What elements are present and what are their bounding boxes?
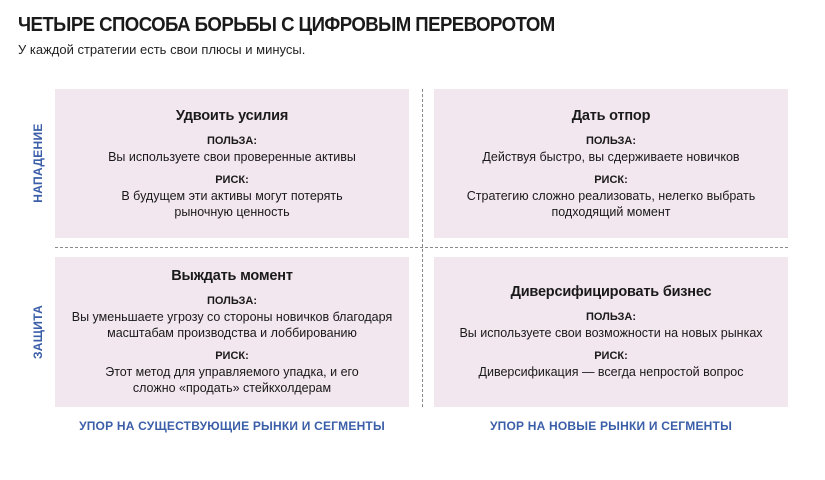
quadrant-title: Диверсифицировать бизнес (510, 284, 712, 300)
benefit-text: Вы уменьшаете угрозу со стороны новичков благодаря масштабам производства и лоббированию (71, 310, 393, 340)
risk-text: Диверсификация — всегда непростой вопрос (478, 365, 744, 379)
quadrant-double-down (55, 89, 409, 238)
y-axis-label-attack: НАПАДЕНИЕ (31, 123, 45, 203)
quadrant-wait-moment (55, 257, 409, 407)
risk-label: РИСК: (594, 173, 628, 186)
risk-text: Этот метод для управляемого упадка, и его сложно «продать» стейкхолдерам (105, 365, 359, 395)
quadrant-title: Удвоить усилия (175, 107, 289, 124)
quadrant-title: Выждать момент (171, 268, 293, 284)
benefit-text: Вы используете свои проверенные активы (108, 149, 356, 164)
y-axis-label-defense: ЗАЩИТА (31, 304, 45, 360)
benefit-label: ПОЛЬЗА: (585, 134, 637, 147)
vertical-divider (422, 89, 423, 407)
x-axis-label-new-markets: УПОР НА НОВЫЕ РЫНКИ И СЕГМЕНТЫ (489, 419, 733, 433)
x-axis-label-existing-markets: УПОР НА СУЩЕСТВУЮЩИЕ РЫНКИ И СЕГМЕНТЫ (79, 419, 385, 433)
quadrant-title: Дать отпор (571, 107, 651, 124)
benefit-text: Вы используете свои возможности на новых рынках (459, 326, 763, 340)
quadrant-fight-back (434, 89, 788, 238)
page-title: ЧЕТЫРЕ СПОСОБА БОРЬБЫ С ЦИФРОВЫМ ПЕРЕВОРОТОМ (18, 14, 555, 36)
horizontal-divider (55, 247, 788, 248)
risk-label: РИСК: (594, 350, 628, 362)
page-subtitle: У каждой стратегии есть свои плюсы и минусы. (18, 42, 306, 57)
risk-label: РИСК: (215, 350, 249, 362)
risk-text: В будущем эти активы могут потерять рыночную ценность (121, 188, 343, 219)
benefit-label: ПОЛЬЗА: (206, 134, 258, 147)
benefit-label: ПОЛЬЗА: (206, 295, 258, 307)
benefit-label: ПОЛЬЗА: (585, 311, 637, 323)
risk-text: Стратегию сложно реализовать, нелегко выбрать подходящий момент (466, 188, 756, 219)
benefit-text: Действуя быстро, вы сдерживаете новичков (482, 149, 740, 164)
quadrant-diversify (434, 257, 788, 407)
risk-label: РИСК: (215, 173, 249, 186)
